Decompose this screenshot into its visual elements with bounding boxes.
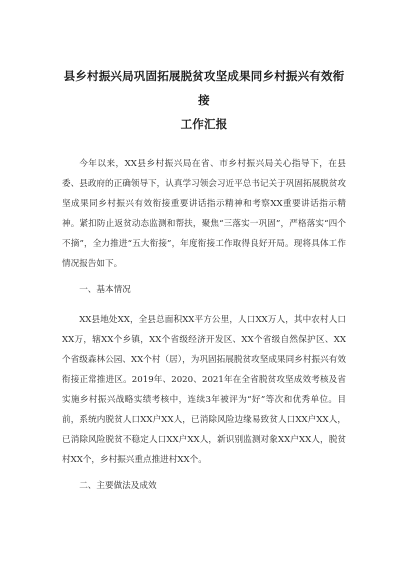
document-title [62,64,346,136]
document-body [62,154,346,496]
intro-paragraph: 今年以来，XX县乡村振兴局在省、市乡村振兴局关心指导下，在县委、县政府的正确领导下，认真学习领会习近平总书记关于巩固拓展脱贫攻坚成果同乡村振兴有效衔接重要讲话指示精神和考察XX重要讲话指示精神。紧扣防止返贫动态监测和帮扶，聚焦“三落实一巩固”，严格落实“四个不摘”，全力推进“五大衔接”，年度衔接工作取得良好开局。现将具体工作情况报告如下。 [62,159,346,269]
section-heading-basic-situation: 一、基本情况 [79,285,131,295]
document-title-line-2: 工作汇报 [180,117,228,131]
section-heading-main-practices: 二、主要做法及成效 [79,481,157,491]
document-title-line-1: 县乡村振兴局巩固拓展脱贫攻坚成果同乡村振兴有效衔接 [63,69,345,107]
basic-situation-paragraph: XX县地处XX，全县总面积XX平方公里，人口XX万人，其中农村人口XX万，辖XX个乡镇，XX个省级经济开发区、XX个省级自然保护区、XX个省级森林公园、XX个村（居），为巩固拓展脱贫攻坚成果同乡村振兴有效衔接正常推进区。2019年、2020、2021年在全省脱贫攻坚成效考核及省实施乡村振兴战略实绩考核中，连续3年被评为“好”等次和优秀单位。目前，系统内脱贫人口XX户XX人，已消除风险边缘易致贫人口XX户XX人，已消除风险脱贫不稳定人口XX户XX人，新识别监测对象XX户XX人，脱贫村XX个，乡村振兴重点推进村XX个。 [62,315,346,465]
